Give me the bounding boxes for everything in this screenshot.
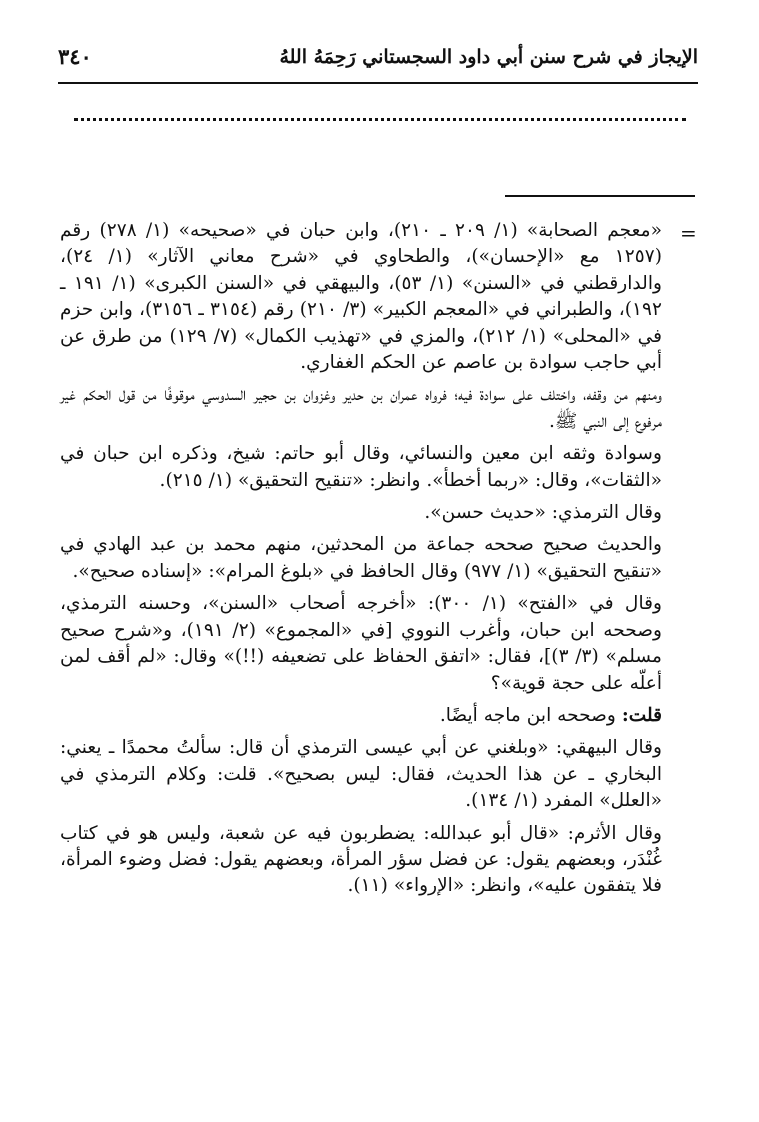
page-header	[58, 40, 698, 80]
footnote-rule	[505, 195, 695, 197]
footnote-paragraph: والحديث صحيح صححه جماعة من المحدثين، منهم محمد بن عبد الهادي في «تنقيح التحقيق» (١/ ٩٧٧) وقال الحافظ في «بلوغ المرام»: «إسناده صحيح».	[60, 534, 662, 582]
dotted-separator	[74, 118, 686, 121]
footnote-continuation-mark: =	[680, 221, 697, 245]
footnote-paragraph: وقال الترمذي: «حديث حسن».	[424, 502, 662, 524]
footnote-paragraph: «معجم الصحابة» (١/ ٢٠٩ ـ ٢١٠)، وابن حبان في «صحيحه» (١/ ٢٧٨) رقم (١٢٥٧ مع «الإحسان»)، والطحاوي في «شرح معاني الآثار» (١/ ٢٤)، والدارقطني في «السنن» (١/ ٥٣)، والبيهقي في «السنن الكبرى» (١/ ١٩١ ـ ١٩٢)، والطبراني في «المعجم الكبير» (٣/ ٢١٠) رقم (٣١٥٤ ـ ٣١٥٦)، وابن حزم في «المحلى» (١/ ٢١٢)، والمزي في «تهذيب الكمال» (٧/ ١٢٩) من طرق عن أبي حاجب سوادة بن عاصم عن الحكم الغفاري.	[60, 220, 662, 374]
page-number: ٣٤٠	[58, 44, 92, 69]
qultu-label: قلت:	[621, 704, 662, 726]
footnote-paragraph: وسوادة وثقه ابن معين والنسائي، وقال أبو حاتم: شيخ، وذكره ابن حبان في «الثقات»، وقال: «ربما أخطأ». وانظر: «تنقيح التحقيق» (١/ ٢١٥).	[60, 443, 662, 491]
header-rule	[58, 82, 698, 84]
footnote-paragraph: وقال البيهقي: «وبلغني عن أبي عيسى الترمذي أن قال: سألتُ محمدًا ـ يعني: البخاري ـ عن هذا الحديث، فقال: ليس بصحيح». قلت: وكلام الترمذي في «العلل» المفرد (١/ ١٣٤).	[60, 737, 662, 812]
running-title: الإيجاز في شرح سنن أبي داود السجستاني رَحِمَهُ اللهُ	[279, 46, 698, 68]
footnote-body	[60, 218, 662, 906]
footnote-paragraph: ومنهم من وقفه، واختلف على سوادة فيه؛ فرواه عمران بن حدير وغزوان بن حجير السدوسي موقوفًا من قول الحكم غير مرفوع إلى النبي ﷺ.	[60, 384, 662, 432]
footnote-paragraph: قلت: وصححه ابن ماجه أيضًا.	[439, 704, 662, 726]
footnote-paragraph: وقال في «الفتح» (١/ ٣٠٠): «أخرجه أصحاب «السنن»، وحسنه الترمذي، وصححه ابن حبان، وأغرب النووي [في «المجموع» (٢/ ١٩١)، و«شرح صحيح مسلم» (٣/ ٣)]، فقال: «اتفق الحفاظ على تضعيفه (!!)» وقال: «لم أقف لمن أعلّه على حجة قوية»؟	[60, 593, 662, 694]
footnote-paragraph: وقال الأثرم: «قال أبو عبدالله: يضطربون فيه عن شعبة، وليس هو في كتاب غُنْدَر، وبعضهم يقول: عن فضل سؤر المرأة، وبعضهم يقول: فضل وضوء المرأة، فلا يتفقون عليه»، وانظر: «الإرواء» (١١).	[60, 822, 662, 897]
